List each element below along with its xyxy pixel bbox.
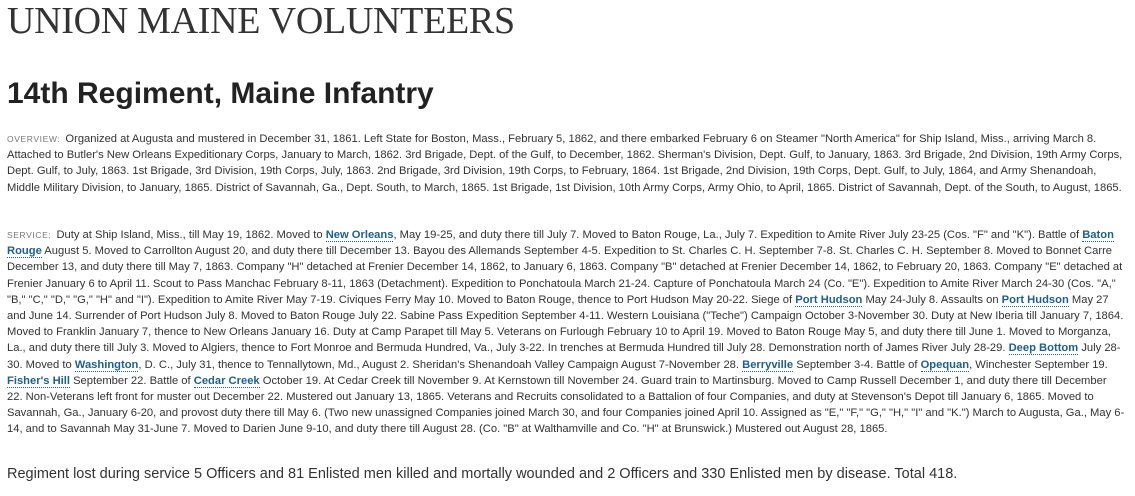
- service-label: SERVICE:: [7, 230, 52, 240]
- service-text: July 28-30. Moved to: [7, 342, 1121, 371]
- link-port-hudson-assaults[interactable]: Port Hudson: [1001, 293, 1069, 306]
- loss-summary: Regiment lost during service 5 Officers and 81 Enlisted men killed and mortally wounded and 2 Officers and 330 Enlisted men by disease. Total 418.: [7, 466, 958, 482]
- link-berryville[interactable]: Berryville: [742, 358, 794, 371]
- service-text: May 24-July 8. Assaults on: [862, 293, 1002, 306]
- overview-label: OVERVIEW:: [7, 134, 61, 144]
- link-fishers-hill[interactable]: Fisher's Hill: [7, 374, 70, 387]
- service-text: , Winchester September 19.: [969, 358, 1108, 371]
- link-washington[interactable]: Washington: [74, 358, 139, 371]
- service-text: May 27 and June 14. Surrender of Port Hudson July 8. Moved to Baton Rouge July 22. Sabine Pass Expedition September 4-11. Western Louisiana ("Teche") Campaign October 3-November 30. Duty at New Iberia till January 7, 1864. Moved to Franklin January 7, thence to New Orleans January 16. Duty at Camp Parapet till May 5. Veterans on Furlough February 10 to April 19. Moved to Baton Rouge May 5, and duty there till June 1. Moved to Morganza, La., and duty there till July 3. Moved to Algiers, thence to Fort Monroe and Bermuda Hundred, Va., July 3-22. In trenches at Bermuda Hundred till July 28. Demonstration north of James River July 28-29.: [7, 293, 1124, 355]
- site-title: UNION MAINE VOLUNTEERS: [7, 0, 515, 42]
- link-port-hudson-siege[interactable]: Port Hudson: [795, 293, 863, 306]
- service-paragraph: [7, 227, 1125, 438]
- service-text: August 5. Moved to Carrollton August 20, and duty there till December 13. Bayou des Allemands September 4-5. Expedition to St. Charles C. H. September 7-8. St. Charles C. H. September 8. Moved to Bonnet Carre December 13, and duty there till May 7, 1863. Company "H" detached at Frenier December 14, 1862, to January 6, 1863. Company "B" detached at Frenier December 14, 1862, to February 20, 1863. Company "E" detached at Frenier January 6 to April 11. Scout to Pass Manchac February 8-11, 1863 (Detachment). Expedition to Ponchatoula March 21-24. Capture of Ponchatoula March 24 (Co. "E"). Expedition to Amite River March 24-30 (Cos. "A," "B," "C," "D," "G," "H" and "I"). Expedition to Amite River May 7-19. Civiques Ferry May 10. Moved to Baton Rouge, thence to Port Hudson May 20-22. Siege of: [7, 245, 1123, 306]
- service-text: Duty at Ship Island, Miss., till May 19, 1862. Moved to: [56, 229, 326, 241]
- overview-text: Organized at Augusta and mustered in December 31, 1861. Left State for Boston, Mass., February 5, 1862, and there embarked February 6 on Steamer "North America" for Ship Island, Miss., arriving March 8. Attached to Butler's New Orleans Expeditionary Corps, January to March, 1862. 3rd Brigade, Dept. of the Gulf, to December, 1862. Sherman's Division, Dept. Gulf, to January, 1863. 3rd Brigade, 2nd Division, 19th Army Corps, Dept. Gulf, to July, 1863. 1st Brigade, 3rd Division, 19th Corps, July, 1863. 2nd Brigade, 3rd Division, 19th Corps, to February, 1864. 1st Brigade, 2nd Division, 19th Corps, Dept. Gulf, to July, 1864, and Army Shenandoah, Middle Military Division, to January, 1865. District of Savannah, Ga., Dept. South, to March, 1865. 1st Brigade, 1st Division, 10th Army Corps, Army Ohio, to April, 1865. District of Savannah, Dept. of the South, to August, 1865.: [7, 133, 1123, 194]
- link-new-orleans[interactable]: New Orleans: [325, 229, 394, 241]
- link-baton-rouge[interactable]: Baton Rouge: [7, 229, 1114, 258]
- regiment-title: 14th Regiment, Maine Infantry: [7, 77, 434, 110]
- overview-paragraph: [7, 131, 1125, 196]
- service-text: September 22. Battle of: [69, 374, 194, 387]
- link-deep-bottom[interactable]: Deep Bottom: [1008, 342, 1079, 355]
- service-text: October 19. At Cedar Creek till November 9. At Kernstown till November 24. Guard train to Martinsburg. Moved to Camp Russell December 1, and duty there till December 22. Non-Veterans left front for muster out December 22. Mustered out January 13, 1865. Veterans and Recruits consolidated to a Battalion of four Companies, and duty at Stevenson's Depot till January 6, 1865. Moved to Savannah, Ga., January 6-20, and provost duty there till May 6. (Two new unassigned Companies joined March 30, and four Companies joined April 10. Assigned as "E," "F," "G," "H," "I" and "K.") March to Augusta, Ga., May 6-14, and to Savannah May 31-June 7. Moved to Darien June 9-10, and duty there till August 28. (Co. "B" at Walthamville and Co. "H" at Brunswick.) Mustered out August 28, 1865.: [7, 374, 1125, 436]
- link-cedar-creek[interactable]: Cedar Creek: [193, 374, 260, 387]
- service-text: , May 19-25, and duty there till July 7. Moved to Baton Rouge, La., July 7. Expedition to Amite River July 23-25 (Cos. "F" and "K"). Battle of: [393, 229, 1083, 241]
- service-text: , D. C., July 31, thence to Tennallytown, Md., August 2. Sheridan's Shenandoah Valley Campaign August 7-November 28.: [138, 358, 743, 371]
- link-opequan[interactable]: Opequan: [920, 358, 970, 371]
- service-text: September 3-4. Battle of: [793, 358, 921, 371]
